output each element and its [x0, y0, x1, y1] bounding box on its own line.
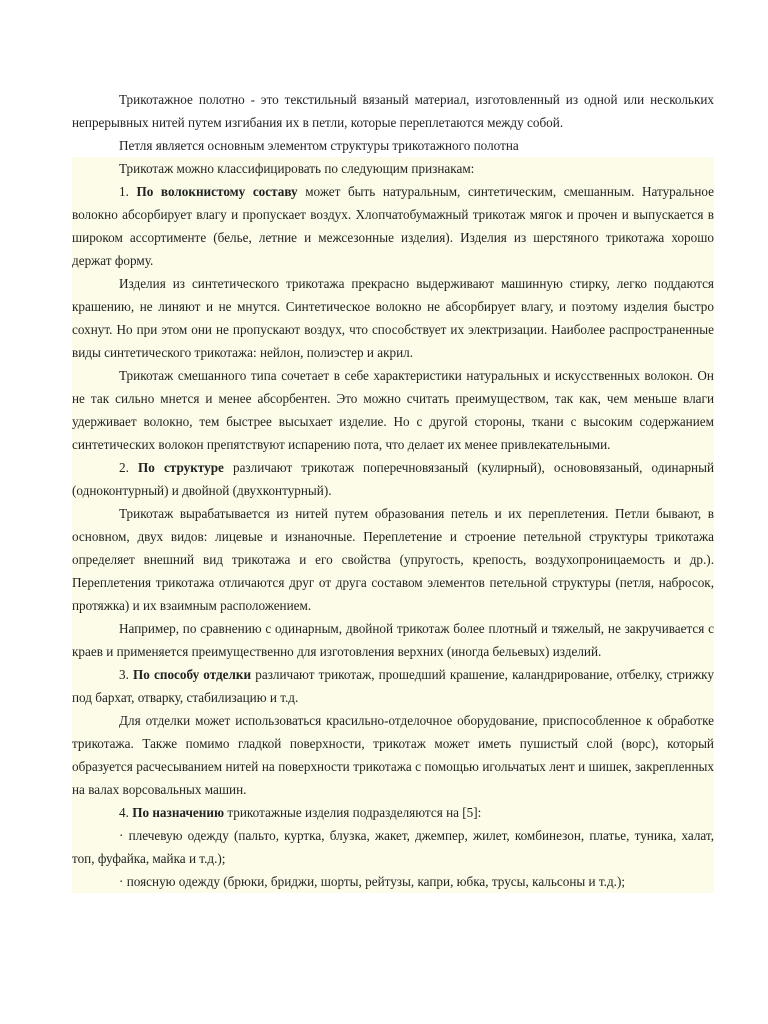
section-4-list-item-shoulder: · плечевую одежду (пальто, куртка, блузка, жакет, джемпер, жилет, комбинезон, платье, туника, халат, топ, фуфайка, майка и т.д.);	[72, 824, 714, 870]
section-4-heading: По назначению	[132, 805, 225, 820]
section-2-loops-paragraph: Трикотаж вырабатывается из нитей путем образования петель и их переплетения. Петли бывают, в основном, двух видов: лицевые и изнаночные. Переплетение и строение петельной структуры трикотажа определяет внешний вид трикотажа и его свойства (упругость, крепость, воздухопроницаемость и др.). Переплетения трикотажа отличаются друг от друга составом элементов петельной структуры (петля, набросок, протяжка) и их взаимным расположением.	[72, 502, 714, 617]
section-2-heading: По структуре	[138, 460, 224, 475]
section-4-number: 4.	[119, 805, 129, 820]
section-1-lead-paragraph	[72, 180, 714, 272]
section-1-heading: По волокнистому составу	[136, 184, 298, 199]
section-2-lead-paragraph	[72, 456, 714, 502]
section-3-heading: По способу отделки	[133, 667, 252, 682]
intro-paragraph-classification: Трикотаж можно классифицировать по следующим признакам:	[72, 157, 714, 180]
intro-paragraph-loop: Петля является основным элементом структуры трикотажного полотна	[119, 138, 519, 153]
section-1-synthetic-paragraph: Изделия из синтетического трикотажа прекрасно выдерживают машинную стирку, легко поддаются крашению, не линяют и не мнутся. Синтетическое волокно не абсорбирует влагу, и поэтому изделия быстро сохнут. Но при этом они не пропускают воздух, что способствует их электризации. Наиболее распространенные виды синтетического трикотажа: нейлон, полиэстер и акрил.	[72, 272, 714, 364]
section-3-finishing-paragraph: Для отделки может использоваться красильно-отделочное оборудование, приспособленное к обработке трикотажа. Также помимо гладкой поверхности, трикотаж может иметь пушистый слой (ворс), который образуется расчесыванием нитей на поверхности трикотажа с помощью игольчатых лент и шишек, закрепленных на валах ворсовальных машин.	[72, 709, 714, 801]
section-4-lead-paragraph	[72, 801, 714, 824]
section-2-example-paragraph: Например, по сравнению с одинарным, двойной трикотаж более плотный и тяжелый, не закручивается с краев и применяется преимущественно для изготовления верхних (иногда бельевых) изделий.	[72, 617, 714, 663]
section-3-number: 3.	[119, 667, 129, 682]
section-2-lead-text: различают трикотаж поперечновязаный (кулирный), основовязаный, одинарный (одноконтурный) и двойной (двухконтурный).	[72, 460, 715, 498]
document-body	[72, 88, 714, 893]
section-1-lead-text: может быть натуральным, синтетическим, смешанным. Натуральное волокно абсорбирует влагу и пропускает воздух. Хлопчатобумажный трикотаж мягок и прочен и выпускается в широком ассортименте (белье, летние и межсезонные изделия). Изделия из шерстяного трикотажа хорошо держат форму.	[72, 184, 715, 268]
intro-paragraph-definition: Трикотажное полотно - это текстильный вязаный материал, изготовленный из одной или нескольких непрерывных нитей путем изгибания их в петли, которые переплетаются между собой.	[72, 92, 714, 130]
section-4-lead-text: трикотажные изделия подразделяются на [5]:	[224, 805, 482, 820]
section-3-lead-paragraph	[72, 663, 714, 709]
section-3-lead-text: различают трикотаж, прошедший крашение, каландрирование, отбелку, стрижку под бархат, отварку, стабилизацию и т.д.	[72, 667, 714, 705]
section-2-number: 2.	[119, 460, 129, 475]
section-1-mixed-paragraph: Трикотаж смешанного типа сочетает в себе характеристики натуральных и искусственных волокон. Он не так сильно мнется и менее абсорбентен. Это можно считать преимуществом, так как, чем меньше влаги удерживает волокно, тем быстрее высыхает изделие. Но с другой стороны, ткани с высоким содержанием синтетических волокон препятствуют испарению пота, что делает их менее привлекательными.	[72, 364, 714, 456]
section-1-number: 1.	[119, 184, 129, 199]
section-4-list-item-waist: · поясную одежду (брюки, бриджи, шорты, рейтузы, капри, юбка, трусы, кальсоны и т.д.);	[72, 870, 714, 893]
